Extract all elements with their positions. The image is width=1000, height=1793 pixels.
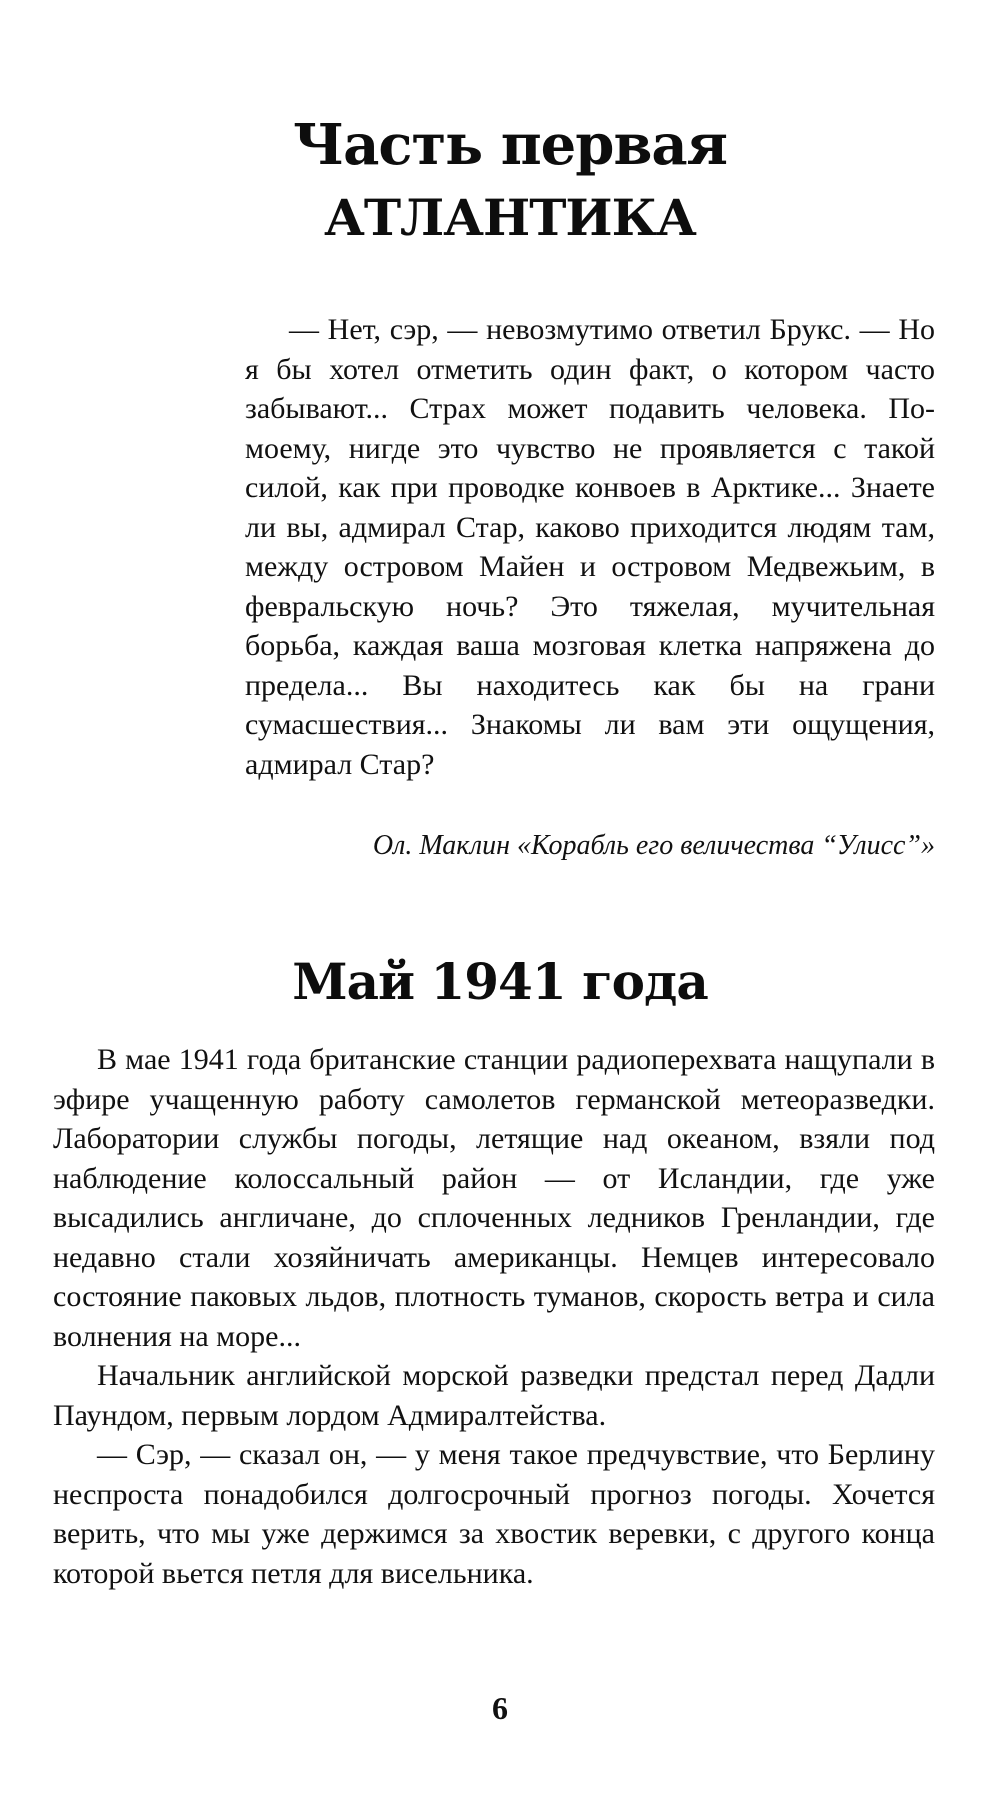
part-subtitle: АТЛАНТИКА [324, 188, 696, 247]
paragraph: В мае 1941 года британские станции радиоперехвата нащупали в эфире учащенную работу самолетов германской метеоразведки. Лаборатории службы погоды, летящие над океаном, взяли под наблюдение колоссальный район — от Исландии, где уже высадились англичане, до сплоченных ледников Гренландии, где недавно стали хозяйничать американцы. Немцев интересовало состояние паковых льдов, плотность туманов, скорость ветра и сила волнения на море... [53, 1043, 935, 1353]
body-text [53, 1040, 935, 1593]
page-number: 6 [492, 1690, 508, 1726]
epigraph-source: Ол. Маклин «Корабль его величества “Улисс”» [372, 830, 935, 861]
epigraph-text: — Нет, сэр, — невозмутимо ответил Брукс. — Но я бы хотел отметить один факт, о котором часто забывают... Страх может подавить человека. По-моему, нигде это чувство не проявляется с такой силой, как при проводке конвоев в Арктике... Знаете ли вы, адмирал Стар, каково приходится людям там, между островом Майен и островом Медвежьим, в февральскую ночь? Это тяжелая, мучительная борьба, каждая ваша мозговая клетка напряжена до предела... Вы находитесь как бы на грани сумасшествия... Знакомы ли вам эти ощущения, адмирал Стар? [245, 313, 935, 781]
section-title: Май 1941 года [292, 952, 708, 1011]
paragraph: Начальник английской морской разведки предстал перед Дадли Паундом, первым лордом Адмиралтейства. [53, 1359, 935, 1432]
part-title: Часть первая [292, 112, 728, 178]
epigraph [245, 310, 935, 784]
paragraph: — Сэр, — сказал он, — у меня такое предчувствие, что Берлину неспроста понадобился долгосрочный прогноз погоды. Хочется верить, что мы уже держимся за хвостик веревки, с другого конца которой вьется петля для висельника. [53, 1438, 935, 1590]
